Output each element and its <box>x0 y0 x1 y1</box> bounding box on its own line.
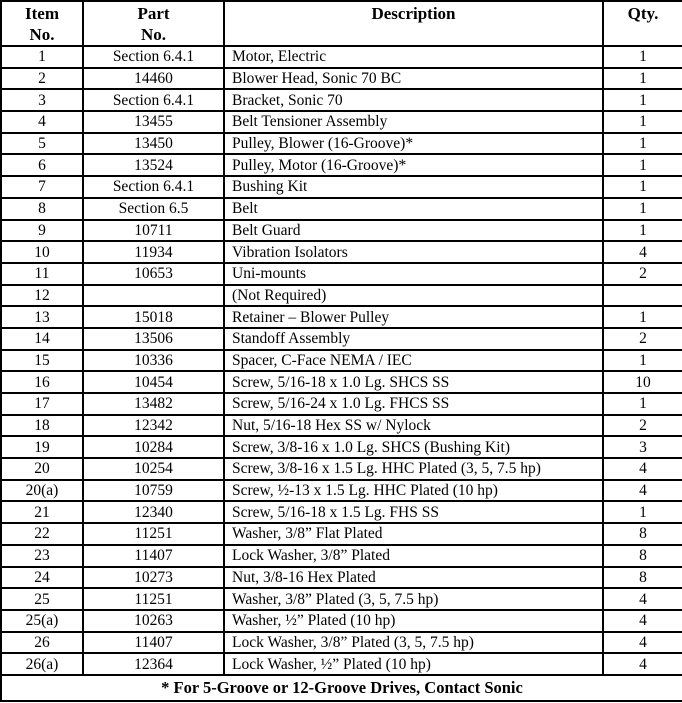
cell-item: 25 <box>1 588 83 610</box>
cell-qty: 1 <box>603 154 682 176</box>
cell-qty: 8 <box>603 567 682 589</box>
cell-desc: Washer, 3/8” Flat Plated <box>224 523 603 545</box>
cell-part: Section 6.5 <box>83 198 224 220</box>
cell-part: 10336 <box>83 350 224 372</box>
cell-item: 25(a) <box>1 610 83 632</box>
header-label: Description <box>371 4 456 23</box>
cell-item: 7 <box>1 176 83 198</box>
table-row <box>1 46 682 68</box>
table-row <box>1 567 682 589</box>
cell-item: 14 <box>1 328 83 350</box>
cell-part: 13524 <box>83 154 224 176</box>
cell-desc: Uni-mounts <box>224 263 603 285</box>
table-row <box>1 176 682 198</box>
table-row <box>1 588 682 610</box>
cell-qty: 1 <box>603 133 682 155</box>
cell-part <box>83 285 224 307</box>
table-row <box>1 306 682 328</box>
table-row <box>1 241 682 263</box>
cell-part: 12340 <box>83 501 224 523</box>
cell-item: 26 <box>1 632 83 654</box>
cell-part: 10263 <box>83 610 224 632</box>
table-row <box>1 154 682 176</box>
table-row <box>1 610 682 632</box>
cell-desc: Blower Head, Sonic 70 BC <box>224 68 603 90</box>
table-row <box>1 220 682 242</box>
cell-qty: 1 <box>603 220 682 242</box>
cell-part: 10759 <box>83 480 224 502</box>
cell-item: 21 <box>1 501 83 523</box>
cell-qty: 1 <box>603 89 682 111</box>
cell-desc: Belt Guard <box>224 220 603 242</box>
table-body <box>1 46 682 675</box>
cell-part: Section 6.4.1 <box>83 89 224 111</box>
cell-desc: Screw, ½-13 x 1.5 Lg. HHC Plated (10 hp) <box>224 480 603 502</box>
cell-item: 13 <box>1 306 83 328</box>
cell-part: Section 6.4.1 <box>83 46 224 68</box>
header-desc <box>224 1 603 46</box>
cell-item: 19 <box>1 436 83 458</box>
cell-part: 11934 <box>83 241 224 263</box>
table-row <box>1 111 682 133</box>
cell-desc: Lock Washer, ½” Plated (10 hp) <box>224 653 603 675</box>
cell-desc: Bracket, Sonic 70 <box>224 89 603 111</box>
cell-qty: 4 <box>603 458 682 480</box>
footnote-text: * For 5-Groove or 12-Groove Drives, Contact Sonic <box>1 675 682 701</box>
cell-part: 10284 <box>83 436 224 458</box>
cell-part: 13450 <box>83 133 224 155</box>
cell-part: Section 6.4.1 <box>83 176 224 198</box>
table-row <box>1 133 682 155</box>
cell-part: 11251 <box>83 523 224 545</box>
cell-item: 4 <box>1 111 83 133</box>
table-row <box>1 653 682 675</box>
table-row <box>1 415 682 437</box>
table-row <box>1 350 682 372</box>
table-row <box>1 480 682 502</box>
cell-desc: (Not Required) <box>224 285 603 307</box>
cell-item: 20 <box>1 458 83 480</box>
cell-part: 13482 <box>83 393 224 415</box>
table-row <box>1 632 682 654</box>
cell-desc: Lock Washer, 3/8” Plated (3, 5, 7.5 hp) <box>224 632 603 654</box>
cell-qty: 8 <box>603 523 682 545</box>
header-label: No. <box>140 25 167 44</box>
cell-desc: Nut, 5/16-18 Hex SS w/ Nylock <box>224 415 603 437</box>
cell-item: 24 <box>1 567 83 589</box>
cell-qty: 1 <box>603 198 682 220</box>
cell-desc: Washer, 3/8” Plated (3, 5, 7.5 hp) <box>224 588 603 610</box>
cell-item: 8 <box>1 198 83 220</box>
table-row <box>1 285 682 307</box>
table-row <box>1 198 682 220</box>
table-row <box>1 328 682 350</box>
cell-qty: 3 <box>603 436 682 458</box>
cell-item: 18 <box>1 415 83 437</box>
cell-qty: 1 <box>603 46 682 68</box>
header-qty <box>603 1 682 46</box>
cell-part: 11251 <box>83 588 224 610</box>
cell-qty: 1 <box>603 501 682 523</box>
header-item <box>1 1 83 46</box>
header-label: No. <box>29 25 55 44</box>
header-label: Item <box>25 4 59 23</box>
cell-qty: 1 <box>603 350 682 372</box>
cell-desc: Pulley, Blower (16-Groove)* <box>224 133 603 155</box>
cell-desc: Spacer, C-Face NEMA / IEC <box>224 350 603 372</box>
table-row <box>1 523 682 545</box>
cell-item: 16 <box>1 371 83 393</box>
table-row <box>1 89 682 111</box>
cell-desc: Bushing Kit <box>224 176 603 198</box>
cell-qty: 2 <box>603 263 682 285</box>
cell-qty: 1 <box>603 306 682 328</box>
table-row <box>1 371 682 393</box>
cell-qty: 4 <box>603 588 682 610</box>
header-label: Part <box>137 4 170 23</box>
table-row <box>1 545 682 567</box>
cell-item: 12 <box>1 285 83 307</box>
table-row <box>1 458 682 480</box>
cell-desc: Screw, 5/16-18 x 1.0 Lg. SHCS SS <box>224 371 603 393</box>
cell-desc: Belt Tensioner Assembly <box>224 111 603 133</box>
header-row <box>1 1 682 46</box>
cell-desc: Lock Washer, 3/8” Plated <box>224 545 603 567</box>
cell-qty: 4 <box>603 653 682 675</box>
table-header <box>1 1 682 46</box>
cell-qty: 1 <box>603 393 682 415</box>
cell-desc: Screw, 3/8-16 x 1.5 Lg. HHC Plated (3, 5, 7.5 hp) <box>224 458 603 480</box>
table-row <box>1 263 682 285</box>
footnote-row <box>1 675 682 701</box>
cell-qty: 4 <box>603 610 682 632</box>
cell-part: 10653 <box>83 263 224 285</box>
header-label: Qty. <box>627 4 659 23</box>
cell-item: 15 <box>1 350 83 372</box>
cell-part: 13506 <box>83 328 224 350</box>
table-row <box>1 68 682 90</box>
cell-desc: Screw, 3/8-16 x 1.0 Lg. SHCS (Bushing Kit) <box>224 436 603 458</box>
table-row <box>1 393 682 415</box>
cell-desc: Standoff Assembly <box>224 328 603 350</box>
cell-qty: 2 <box>603 415 682 437</box>
cell-qty: 2 <box>603 328 682 350</box>
cell-item: 2 <box>1 68 83 90</box>
cell-part: 10454 <box>83 371 224 393</box>
cell-part: 11407 <box>83 545 224 567</box>
cell-item: 3 <box>1 89 83 111</box>
cell-qty: 4 <box>603 241 682 263</box>
table-row <box>1 501 682 523</box>
cell-part: 13455 <box>83 111 224 133</box>
cell-part: 15018 <box>83 306 224 328</box>
cell-item: 10 <box>1 241 83 263</box>
cell-part: 10273 <box>83 567 224 589</box>
table-row <box>1 436 682 458</box>
cell-part: 11407 <box>83 632 224 654</box>
cell-part: 10711 <box>83 220 224 242</box>
cell-item: 11 <box>1 263 83 285</box>
cell-desc: Screw, 5/16-18 x 1.5 Lg. FHS SS <box>224 501 603 523</box>
cell-qty: 10 <box>603 371 682 393</box>
cell-desc: Washer, ½” Plated (10 hp) <box>224 610 603 632</box>
cell-item: 17 <box>1 393 83 415</box>
cell-desc: Belt <box>224 198 603 220</box>
cell-qty: 1 <box>603 176 682 198</box>
cell-desc: Motor, Electric <box>224 46 603 68</box>
cell-item: 23 <box>1 545 83 567</box>
cell-desc: Pulley, Motor (16-Groove)* <box>224 154 603 176</box>
cell-part: 12342 <box>83 415 224 437</box>
cell-desc: Vibration Isolators <box>224 241 603 263</box>
cell-item: 20(a) <box>1 480 83 502</box>
cell-qty: 4 <box>603 632 682 654</box>
cell-item: 5 <box>1 133 83 155</box>
cell-item: 6 <box>1 154 83 176</box>
cell-part: 12364 <box>83 653 224 675</box>
cell-qty: 4 <box>603 480 682 502</box>
cell-item: 9 <box>1 220 83 242</box>
cell-desc: Nut, 3/8-16 Hex Plated <box>224 567 603 589</box>
header-part <box>83 1 224 46</box>
cell-item: 1 <box>1 46 83 68</box>
table-footer <box>1 675 682 701</box>
cell-part: 10254 <box>83 458 224 480</box>
cell-qty: 8 <box>603 545 682 567</box>
cell-qty: 1 <box>603 68 682 90</box>
cell-item: 26(a) <box>1 653 83 675</box>
cell-part: 14460 <box>83 68 224 90</box>
cell-qty: 1 <box>603 111 682 133</box>
cell-qty <box>603 285 682 307</box>
cell-item: 22 <box>1 523 83 545</box>
cell-desc: Screw, 5/16-24 x 1.0 Lg. FHCS SS <box>224 393 603 415</box>
cell-desc: Retainer – Blower Pulley <box>224 306 603 328</box>
